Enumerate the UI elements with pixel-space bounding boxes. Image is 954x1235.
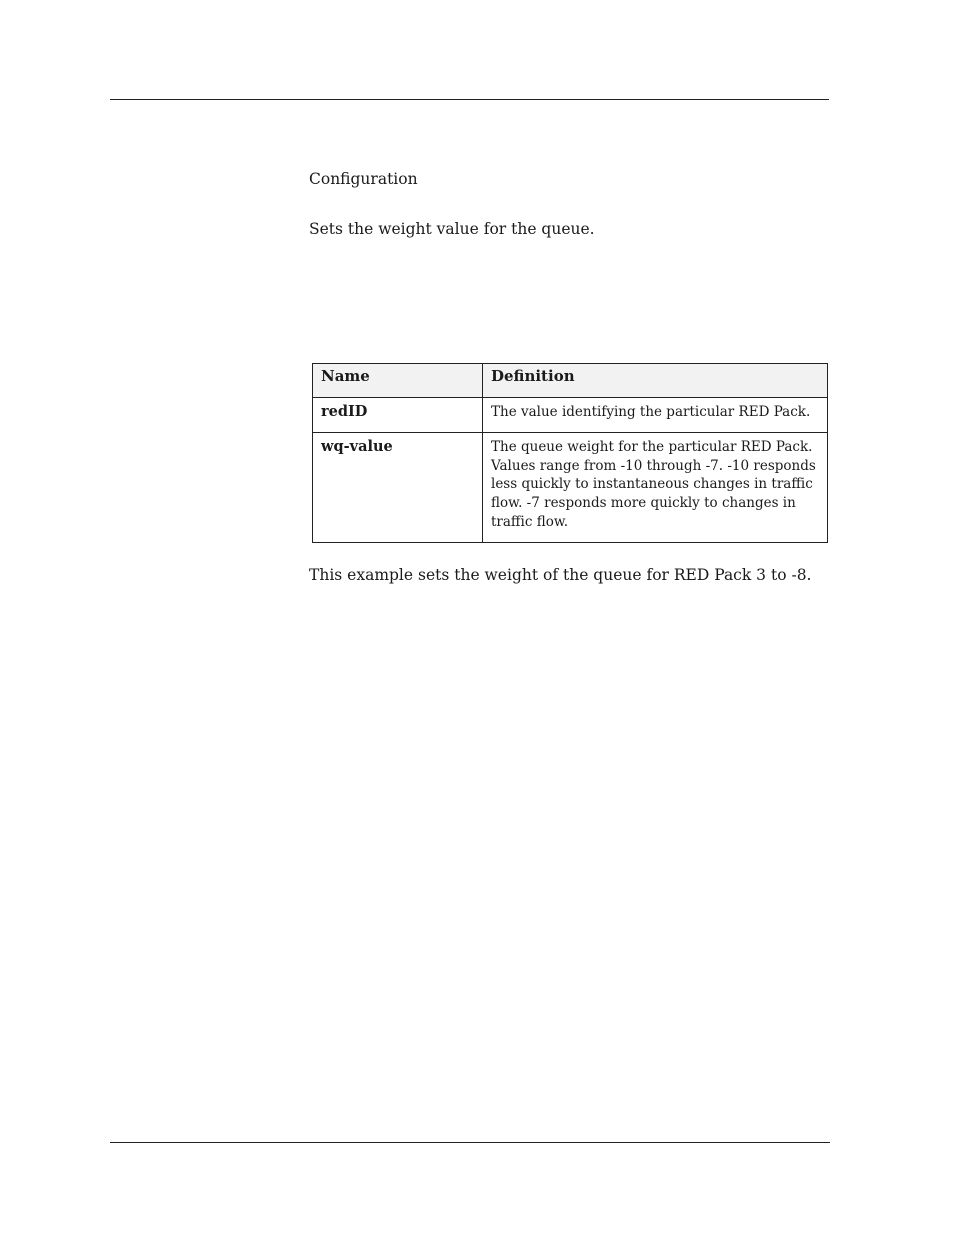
param-name: wq-value <box>313 433 483 543</box>
table-row <box>313 398 828 433</box>
param-name: redID <box>313 398 483 433</box>
command-mode: Configuration <box>309 170 418 188</box>
param-definition: The queue weight for the particular RED Pack. Values range from -10 through -7. -10 responds less quickly to instantaneous changes in traffic flow. -7 responds more quickly to changes in traffic flow. <box>483 433 828 543</box>
header-rule <box>110 99 829 100</box>
column-header-name: Name <box>313 364 483 398</box>
param-definition: The value identifying the particular RED Pack. <box>483 398 828 433</box>
footer-rule <box>110 1142 830 1143</box>
command-description: Sets the weight value for the queue. <box>309 220 595 238</box>
parameter-table <box>312 363 828 543</box>
example-text: This example sets the weight of the queue for RED Pack 3 to -8. <box>309 566 812 584</box>
column-header-definition: Definition <box>483 364 828 398</box>
table-row <box>313 433 828 543</box>
table-header-row <box>313 364 828 398</box>
